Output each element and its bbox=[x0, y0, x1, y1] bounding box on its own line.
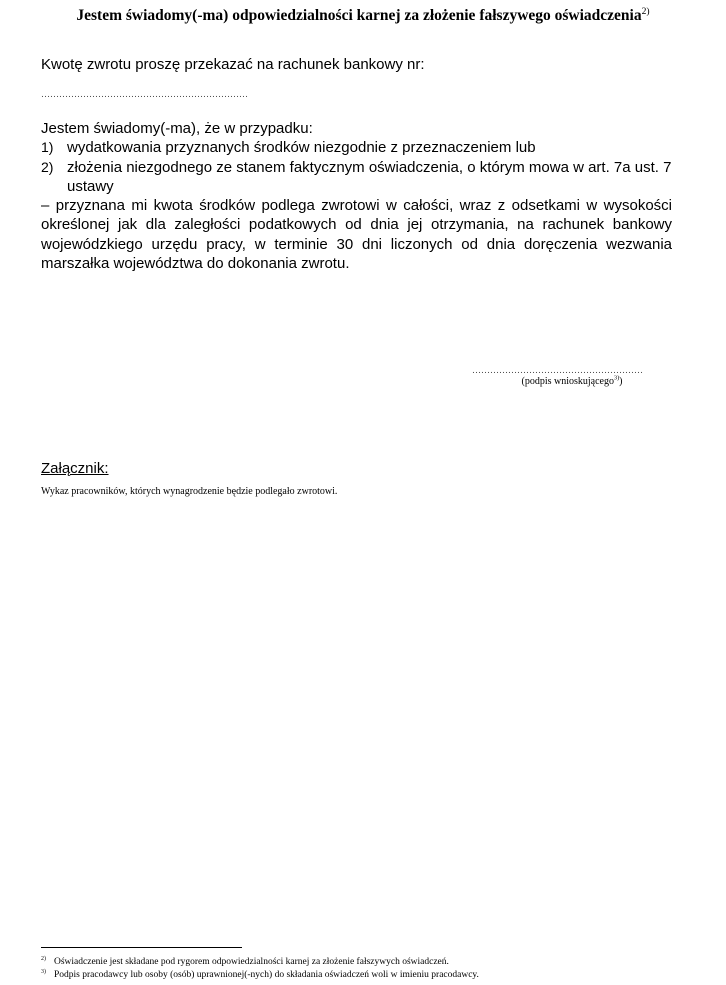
signature-label-close: ) bbox=[619, 376, 623, 387]
signature-label-text: (podpis wnioskującego bbox=[521, 376, 614, 387]
bank-account-field: …………………………………………………………… bbox=[41, 89, 248, 99]
attachment-label: Załącznik: bbox=[41, 460, 109, 477]
declaration-item-1 bbox=[41, 138, 672, 157]
title-footnote-ref: 2) bbox=[641, 5, 650, 17]
declaration-item-1-text: wydatkowania przyznanych środków niezgodnie z przeznaczeniem lub bbox=[67, 139, 536, 157]
declaration-item-2-text: złożenia niezgodnego ze stanem faktycznym oświadczenia, o którym mowa w art. 7a ust. 7 ustawy bbox=[67, 158, 672, 195]
signature-label bbox=[472, 375, 672, 389]
document-title-text: Jestem świadomy(-ma) odpowiedzialności karnej za złożenie fałszywego oświadczenia bbox=[76, 7, 642, 24]
footnote-2-text: Oświadczenie jest składane pod rygorem odpowiedzialności karnej za złożenie fałszywych oświadczeń. bbox=[54, 957, 449, 967]
footnote-2: $^{2)}$ Oświadczenie jest składane pod rygorem odpowiedzialności karnej za złożenie fałszywych oświadczeń. bbox=[41, 955, 449, 967]
document-title bbox=[20, 6, 706, 26]
declaration-item-2 bbox=[41, 158, 672, 197]
signature-footnote-ref: 3) bbox=[614, 374, 620, 382]
footnote-3-text: Podpis pracodawcy lub osoby (osób) uprawnionej(-nych) do składania oświadczeń woli w imieniu pracodawcy. bbox=[54, 970, 479, 980]
declaration-intro: Jestem świadomy(-ma), że w przypadku: bbox=[41, 120, 313, 137]
bank-account-label: Kwotę zwrotu proszę przekazać na rachunek bankowy nr: bbox=[41, 56, 425, 73]
declaration-item-2-number: 2) bbox=[41, 158, 54, 175]
footnote-divider bbox=[41, 947, 242, 948]
attachment-description: Wykaz pracowników, których wynagrodzenie będzie podlegało zwrotowi. bbox=[41, 486, 338, 497]
signature-field: ………………………………………………… bbox=[472, 365, 643, 375]
declaration-block bbox=[41, 119, 672, 273]
footnote-3: $^{3)}$ Podpis pracodawcy lub osoby (osób) uprawnionej(-nych) do składania oświadczeń woli w imieniu pracodawcy. bbox=[41, 968, 479, 980]
declaration-item-1-number: 1) bbox=[41, 139, 54, 156]
declaration-consequence: – przyznana mi kwota środków podlega zwrotowi w całości, wraz z odsetkami w wysokości określonej jak dla zaległości podatkowych od dnia jej otrzymania, na rachunek bankowy wojewódzkiego urzędu pracy, w terminie 30 dni liczonych od dnia doręczenia wezwania marszałka województwa do dokonania zwrotu. bbox=[41, 197, 672, 273]
